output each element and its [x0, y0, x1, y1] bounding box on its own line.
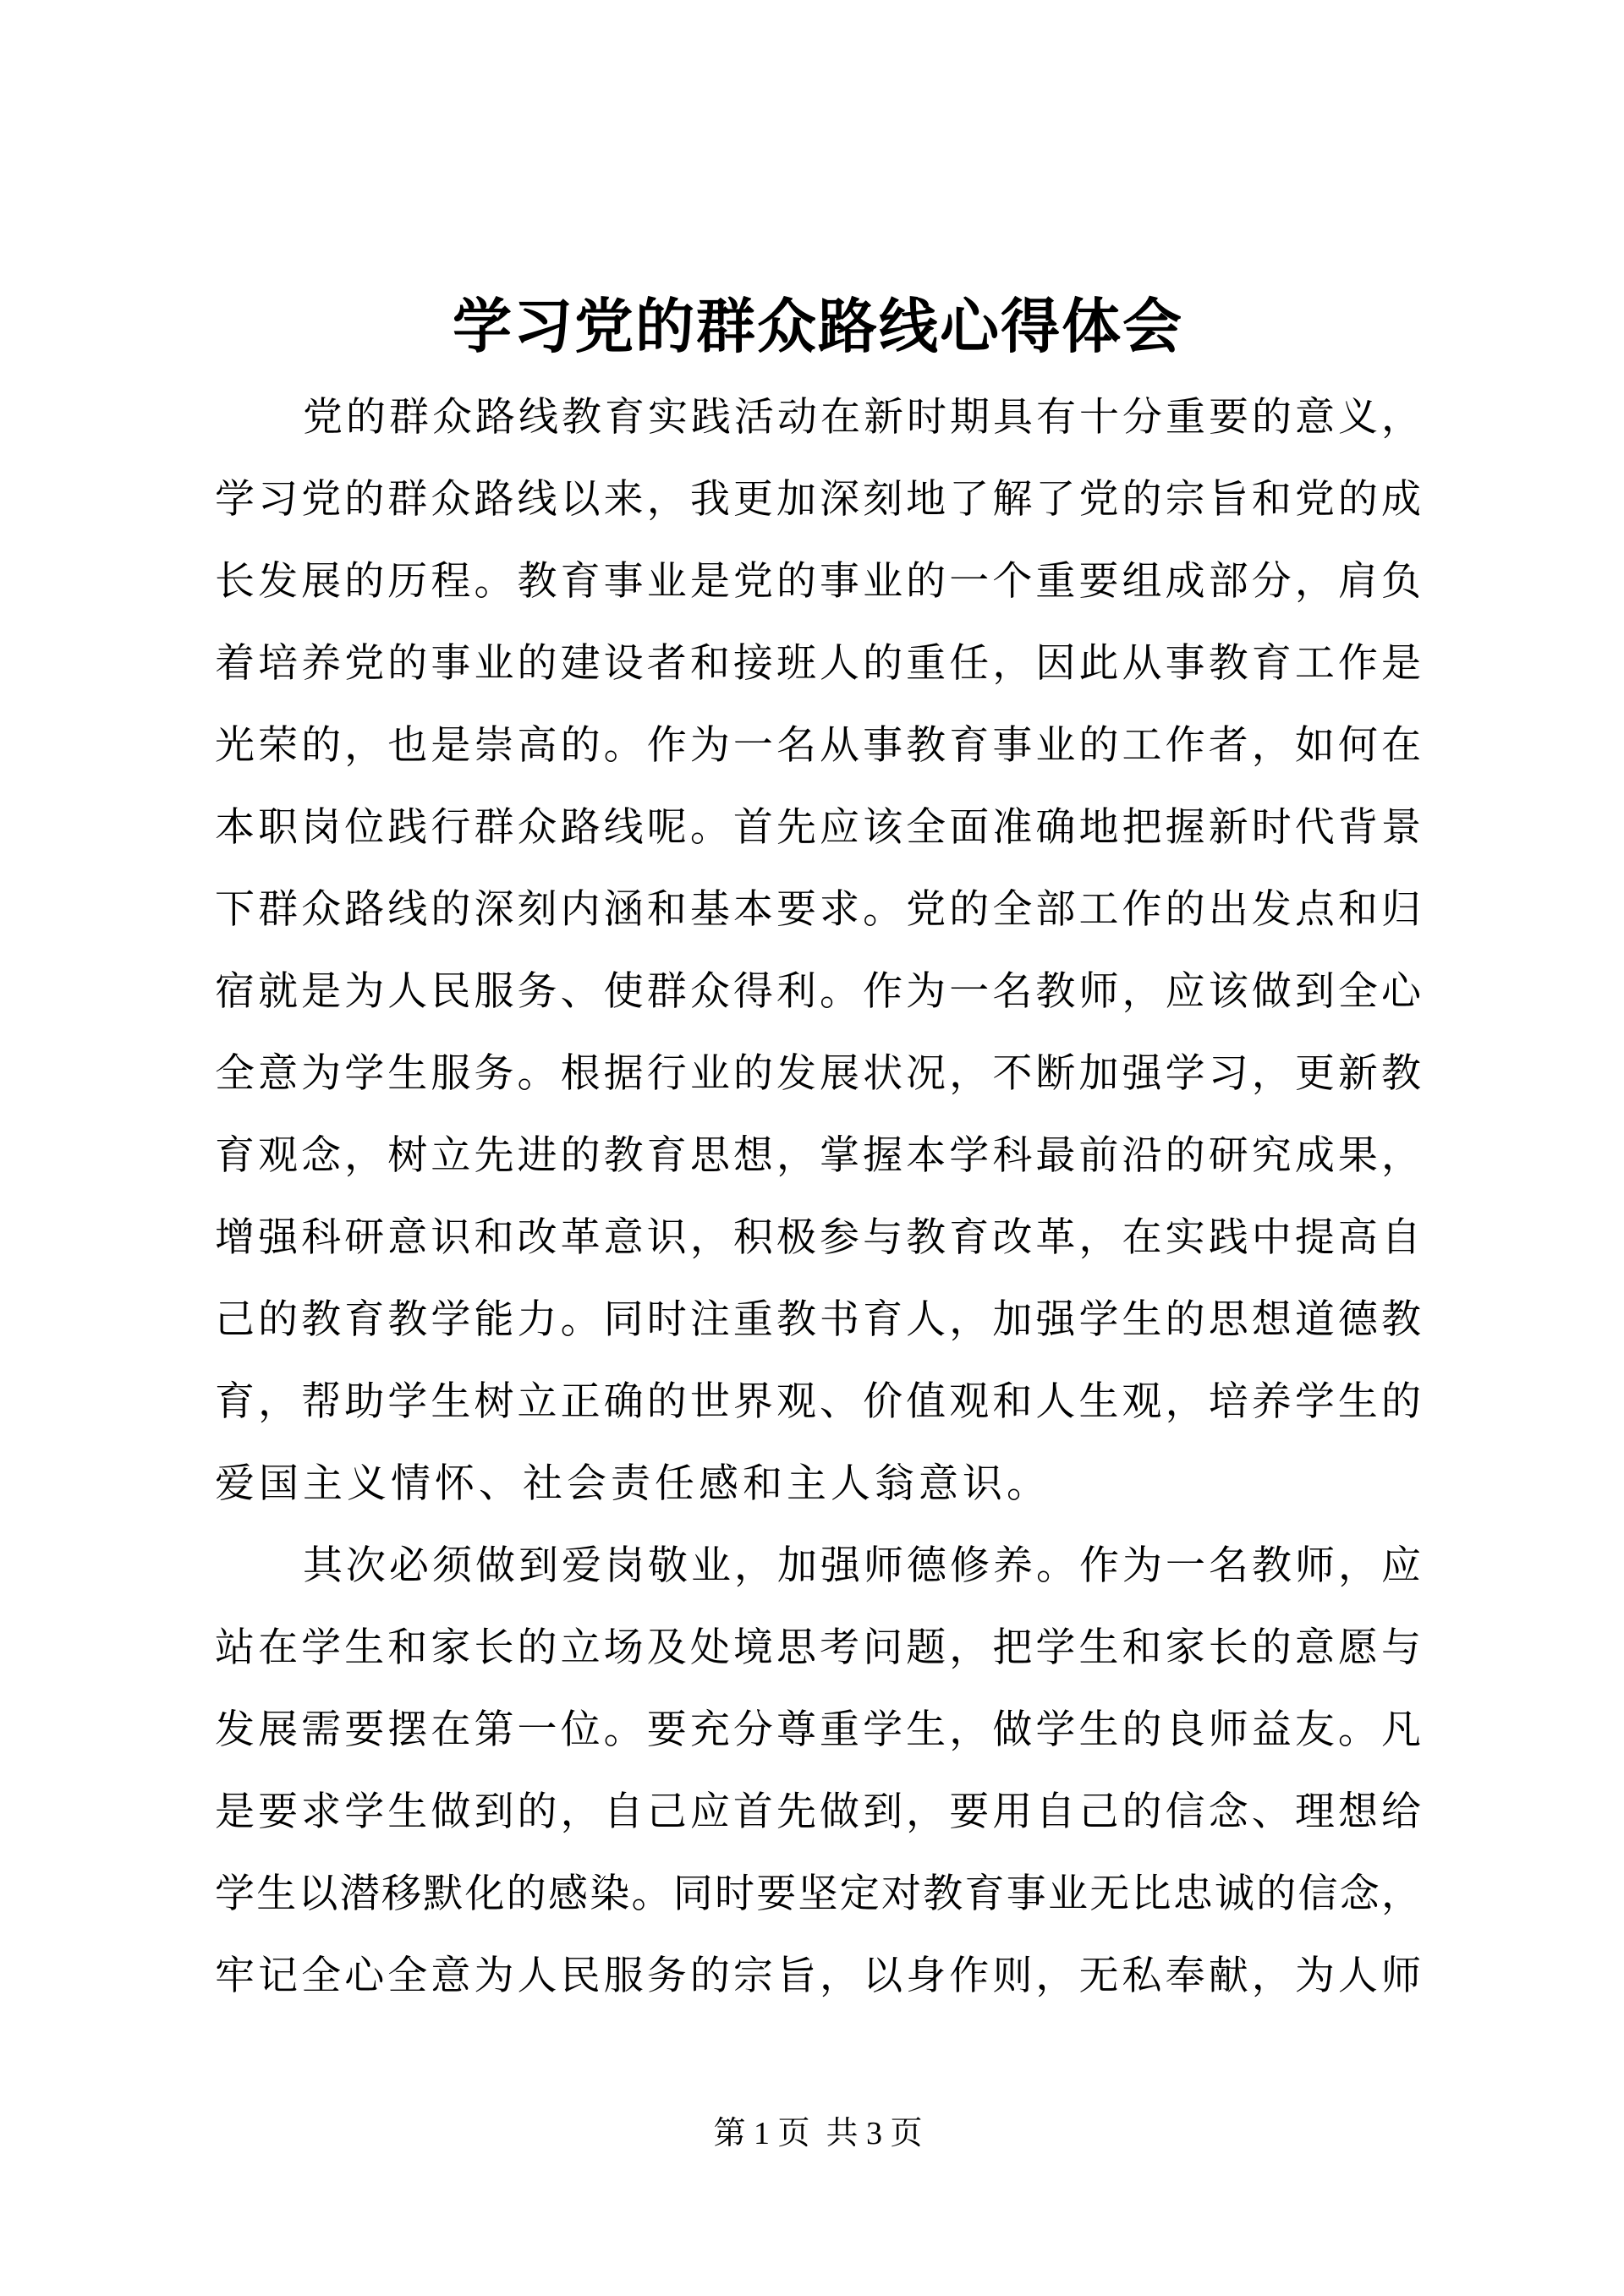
body-line: 育，帮助学生树立正确的世界观、价值观和人生观，培养学生的: [215, 1380, 1421, 1424]
document-title: 学习党的群众路线心得体会: [453, 295, 1183, 360]
body-line: 爱国主义情怀、社会责任感和主人翁意识。: [215, 1462, 1051, 1506]
body-line: 下群众路线的深刻内涵和基本要求。党的全部工作的出发点和归: [215, 888, 1421, 932]
body-line: 本职岗位践行群众路线呢。首先应该全面准确地把握新时代背景: [215, 806, 1421, 850]
body-line: 着培养党的事业的建设者和接班人的重任，因此从事教育工作是: [215, 642, 1421, 686]
body-line: 全意为学生服务。根据行业的发展状况，不断加强学习，更新教: [215, 1052, 1421, 1096]
body-line: 增强科研意识和改革意识，积极参与教育改革，在实践中提高自: [215, 1216, 1421, 1260]
body-line: 是要求学生做到的，自己应首先做到，要用自己的信念、理想给: [215, 1790, 1421, 1834]
body-line: 发展需要摆在第一位。要充分尊重学生，做学生的良师益友。凡: [215, 1708, 1421, 1752]
body-line: 己的教育教学能力。同时注重教书育人，加强学生的思想道德教: [215, 1298, 1421, 1342]
body-line: 牢记全心全意为人民服务的宗旨，以身作则，无私奉献，为人师: [215, 1954, 1421, 1998]
document-body: [215, 377, 1421, 2018]
body-line: 长发展的历程。教育事业是党的事业的一个重要组成部分，肩负: [215, 560, 1421, 604]
body-line: 学生以潜移默化的感染。同时要坚定对教育事业无比忠诚的信念，: [215, 1872, 1421, 1916]
body-line: 宿就是为人民服务、使群众得利。作为一名教师，应该做到全心: [215, 970, 1421, 1014]
body-line: 育观念，树立先进的教育思想，掌握本学科最前沿的研究成果，: [215, 1134, 1421, 1178]
body-line: 学习党的群众路线以来，我更加深刻地了解了党的宗旨和党的成: [215, 478, 1421, 522]
body-line: 站在学生和家长的立场及处境思考问题，把学生和家长的意愿与: [215, 1626, 1421, 1670]
body-line: 其次必须做到爱岗敬业，加强师德修养。作为一名教师，应: [303, 1544, 1421, 1588]
body-line: 光荣的，也是崇高的。作为一名从事教育事业的工作者，如何在: [215, 724, 1421, 768]
page-footer: 第 1 页 共 3 页: [713, 2116, 923, 2151]
body-line: 党的群众路线教育实践活动在新时期具有十分重要的意义，: [303, 396, 1421, 440]
